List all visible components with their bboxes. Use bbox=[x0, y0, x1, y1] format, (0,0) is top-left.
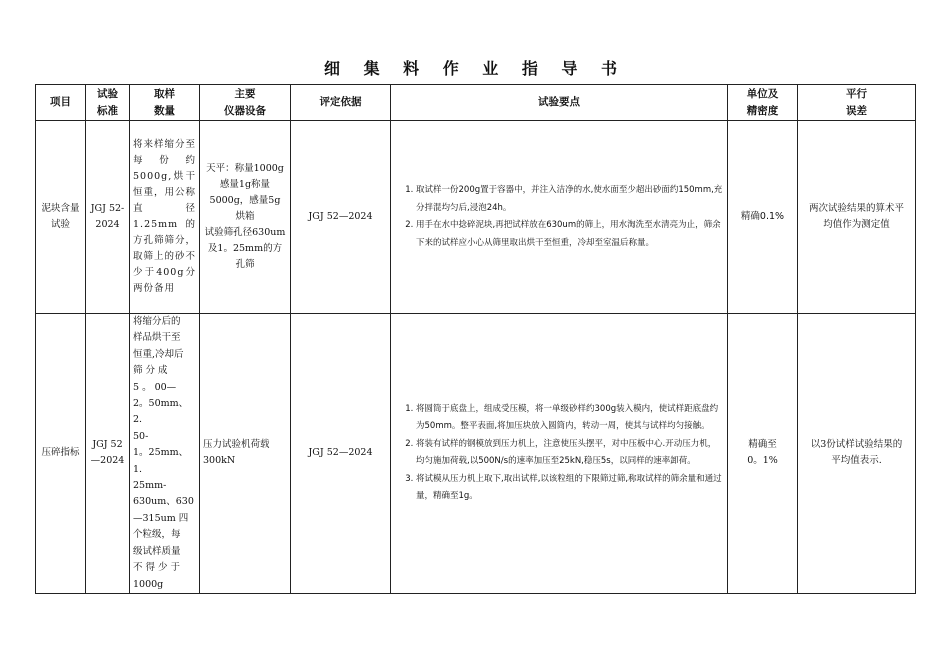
list-item: 2. 将装有试样的钢模放到压力机上，注意使压头摆平，对中压板中心.开动压力机，均匀施加荷载,以500N/s的速率加压至25kN,稳压5s，以同样的速率卸荷。 bbox=[416, 436, 724, 471]
table-header-row bbox=[36, 85, 916, 121]
cell-tolerance: 以3份试样试验结果的平均值表示. bbox=[798, 314, 916, 594]
cell-equipment: 天平：称量1000g 感量1g称量 5000g，感量5g 烘箱 试验筛孔径630um 及1。25mm的方 孔筛 bbox=[200, 121, 291, 314]
cell-item: 压碎指标 bbox=[36, 314, 86, 594]
cell-key-points bbox=[391, 314, 728, 594]
cell-standard: JGJ 52-2024 bbox=[86, 121, 130, 314]
cell-basis: JGJ 52—2024 bbox=[291, 314, 391, 594]
cell-equipment: 压力试验机荷载 300kN bbox=[200, 314, 291, 594]
header-sampling: 取样 数量 bbox=[130, 85, 200, 121]
cell-standard: JGJ 52—2024 bbox=[86, 314, 130, 594]
list-item: 1. 取试样一份200g置于容器中，并注入洁净的水,使水面至少超出砂面约150mm,充分拌混均匀后,浸泡24h。 bbox=[416, 182, 724, 217]
header-precision: 单位及 精密度 bbox=[728, 85, 798, 121]
table-row-crushing bbox=[36, 314, 916, 594]
cell-item: 泥块含量试验 bbox=[36, 121, 86, 314]
cell-sampling: 将缩分后的 样品烘干至 恒重,冷却后 筛 分 成 5 。 00— 2。50mm、2. 50- 1。25mm、1. 25mm- 630um、630 —315um 四 个粒级，每 级试样质量 不 得 少 于 1000g bbox=[130, 314, 200, 594]
header-key-points: 试验要点 bbox=[391, 85, 728, 121]
document-title: 细 集 料 作 业 指 导 书 bbox=[324, 59, 626, 78]
header-standard: 试验 标准 bbox=[86, 85, 130, 121]
cell-precision: 精确至 0。1% bbox=[728, 314, 798, 594]
header-tolerance: 平行 误差 bbox=[798, 85, 916, 121]
header-basis: 评定依据 bbox=[291, 85, 391, 121]
cell-tolerance: 两次试验结果的算术平均值作为测定值 bbox=[798, 121, 916, 314]
cell-precision: 精确0.1% bbox=[728, 121, 798, 314]
header-equipment: 主要 仪器设备 bbox=[200, 85, 291, 121]
list-item: 3. 将试模从压力机上取下,取出试样,以该粒组的下限筛过筛,称取试样的筛余量和通过量，精确至1g。 bbox=[416, 471, 724, 506]
list-item: 2. 用手在水中捻碎泥块,再把试样放在630um的筛上，用水淘洗至水清亮为止，筛余下来的试样应小心从筛里取出烘干至恒重，冷却至室温后称量。 bbox=[416, 217, 724, 252]
header-item: 项目 bbox=[36, 85, 86, 121]
table-row-mud-lump bbox=[36, 121, 916, 314]
cell-basis: JGJ 52—2024 bbox=[291, 121, 391, 314]
instruction-table bbox=[35, 84, 916, 594]
cell-key-points bbox=[391, 121, 728, 314]
cell-sampling: 将来样缩分至每份约5000g,烘干恒重，用公称直径1.25mm的方孔筛筛分，取筛上的砂不少于400g分两份备用 bbox=[130, 121, 200, 314]
list-item: 1. 将圆筒于底盘上，组成受压模，将一单级砂样约300g装入模内，使试样距底盘约为50mm。整平表面,将加压块放入圆筒内，转动一周，使其与试样均匀接触。 bbox=[416, 401, 724, 436]
